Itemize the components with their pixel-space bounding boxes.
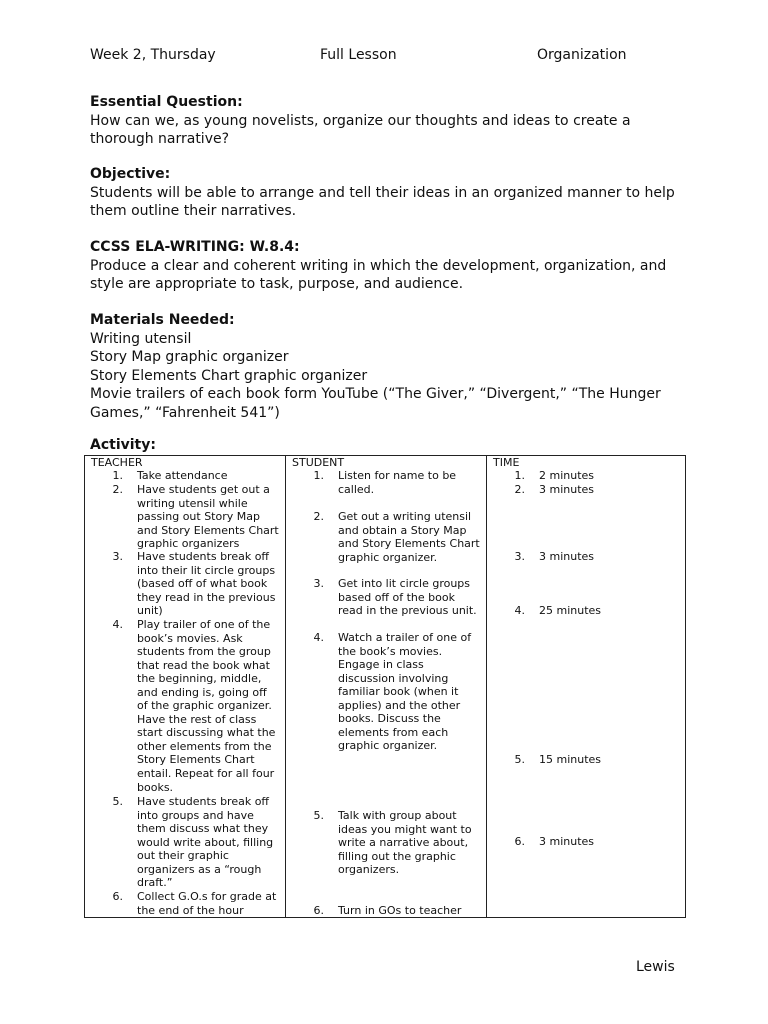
essential-question-text: How can we, as young novelists, organize our thoughts and ideas to create a thorough narrative? [90, 112, 631, 147]
essential-question-section [90, 93, 690, 149]
essential-question-heading: Essential Question: [90, 94, 243, 110]
footer-name: Lewis [636, 959, 675, 975]
header-topic: Organization [537, 47, 627, 63]
objective-heading: Objective: [90, 166, 171, 182]
material-item: Writing utensil [90, 330, 192, 347]
material-item: Movie trailers of each book form YouTube (“The Giver,” “Divergent,” “The Hunger Games,” “Fahrenheit 541”) [90, 386, 661, 421]
activity-heading: Activity: [90, 437, 156, 453]
material-item: Story Map graphic organizer [90, 349, 289, 365]
standard-section [90, 238, 690, 294]
header-lesson: Full Lesson [320, 47, 397, 63]
materials-heading: Materials Needed: [90, 312, 235, 328]
student-column-header: STUDENT [292, 456, 345, 469]
teacher-column-header: TEACHER [91, 456, 143, 469]
objective-text: Students will be able to arrange and tell their ideas in an organized manner to help them outline their narratives. [90, 184, 675, 219]
teacher-column: TEACHER 1. Take attendance 2. Have students get out a writing utensil while passing out Story Map and Story Elements Chart graphic organizers 3. Have students break off into their lit circle groups (based off of what book they read in the previous unit) 4. Play trailer of one of the book’s movies. Ask students from the group that read the book what the beginning, middle, and ending is, going off of the graphic organizer. Have the rest of class start discussing what the other elements from the Story Elements Chart entail. Repeat for all four books. 5. Have students break off into groups and have them discuss what they would write about, filling out their graphic organizers as a “rough draft.” 6. Collect G.O.s for grade at the end of the hour [85, 456, 286, 918]
student-column: STUDENT 1. Listen for name to be called. 2. Get out a writing utensil and obtain a Story Map and Story Elements Chart graphic organizer. 3. Get into lit circle groups based off of the book read in the previous unit. 4. Watch a trailer of one of the book’s movies. Engage in class discussion involving familiar book (when it applies) and the other books. Discuss the elements from each graphic organizer. 5. Talk with group about ideas you might want to write a narrative about, filling out the graphic organizers. 6. Turn in GOs to teacher [286, 456, 487, 918]
material-item: Story Elements Chart graphic organizer [90, 367, 368, 384]
standard-heading: CCSS ELA-WRITING: W.8.4: [90, 239, 300, 255]
activity-table [84, 455, 686, 918]
materials-section [90, 311, 690, 422]
standard-text: Produce a clear and coherent writing in which the development, organization, and style are appropriate to task, purpose, and audience. [90, 257, 667, 292]
header-week: Week 2, Thursday [90, 47, 216, 63]
objective-section [90, 165, 690, 221]
time-column: TIME 1. 2 minutes 2. 3 minutes 3. 3 minutes 4. 25 minutes 5. 15 minutes 6. 3 minutes [487, 456, 686, 918]
time-column-header: TIME [493, 456, 520, 469]
